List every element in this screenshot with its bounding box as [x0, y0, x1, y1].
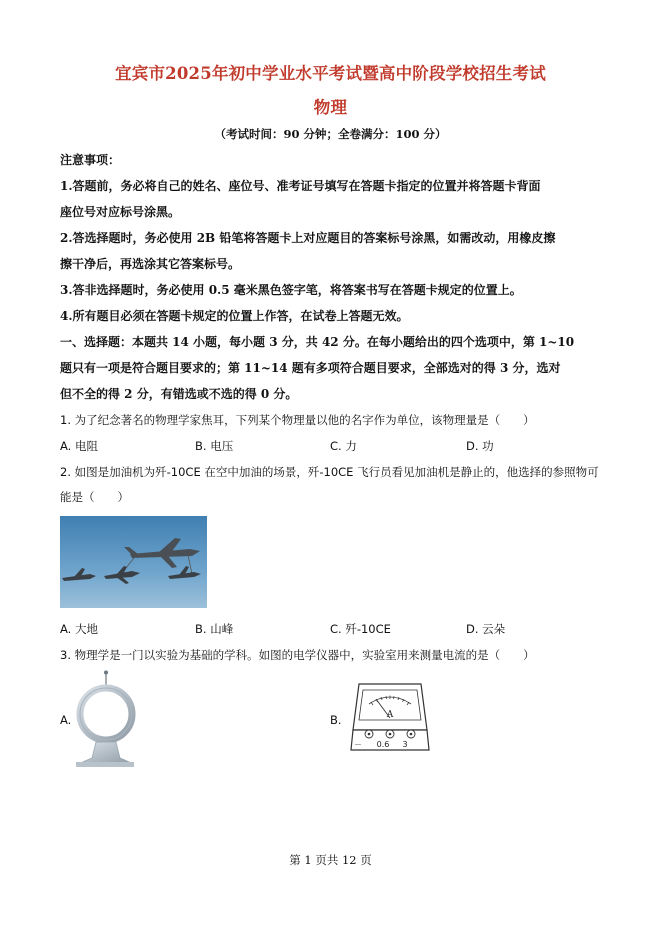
q1-option-a: A. 电阻: [60, 439, 98, 453]
notes-heading: 注意事项：: [60, 153, 121, 167]
circular-coil-apparatus: [72, 670, 138, 770]
note-line: 1.答题前，务必将自己的姓名、座位号、准考证号填写在答题卡指定的位置并将答题卡背面: [60, 179, 541, 193]
question-2-stem: 2. 如图是加油机为歼-10CE 在空中加油的场景，歼-10CE 飞行员看见加油机是静止的，他选择的参照物可: [60, 465, 599, 479]
note-line: 2.答选择题时，务必使用 2B 铅笔将答题卡上对应题目的答案标号涂黑，如需改动，用橡皮擦: [60, 231, 556, 245]
note-line: 4.所有题目必须在答题卡规定的位置上作答，在试卷上答题无效。: [60, 309, 409, 323]
ammeter-terminal-3: 3: [402, 740, 408, 749]
ammeter-terminal-06: 0.6: [376, 740, 390, 749]
q1-option-c: C. 力: [330, 439, 357, 453]
section-heading-line: 题只有一项是符合题目要求的；第 11~14 题有多项符合题目要求，全部选对的得 3 分，选对: [60, 361, 561, 375]
question-2-stem-cont: 能是（ ）: [60, 490, 129, 504]
subject-title: 物理: [313, 98, 348, 117]
page-footer: 第 1 页共 12 页: [289, 853, 372, 867]
ammeter-unit: A: [386, 710, 394, 720]
q3-option-b-label: B.: [330, 713, 342, 727]
q2-option-c: C. 歼-10CE: [330, 622, 391, 636]
q2-option-b: B. 山峰: [195, 622, 234, 636]
section-heading-line: 但不全的得 2 分，有错选或不选的得 0 分。: [60, 387, 298, 401]
q1-option-b: B. 电压: [195, 439, 234, 453]
question-1-stem: 1. 为了纪念著名的物理学家焦耳，下列某个物理量以他的名字作为单位，该物理量是（ ）: [60, 413, 535, 427]
exam-title: 宜宾市2025年初中学业水平考试暨高中阶段学校招生考试: [115, 64, 546, 83]
ammeter-figure: [349, 676, 431, 756]
q3-option-a-label: A.: [60, 713, 72, 727]
note-line: 3.答非选择题时，务必使用 0.5 毫米黑色签字笔，将答案书写在答题卡规定的位置上。: [60, 283, 522, 297]
note-line: 擦干净后，再选涂其它答案标号。: [60, 257, 241, 271]
q2-option-d: D. 云朵: [466, 622, 506, 636]
ammeter-terminal-neg: －: [354, 740, 362, 749]
q1-option-d: D. 功: [466, 439, 494, 453]
question-3-stem: 3. 物理学是一门以实验为基础的学科。如图的电学仪器中，实验室用来测量电流的是（ ）: [60, 648, 535, 662]
refueling-photo: [60, 516, 207, 608]
exam-info: （考试时间：90 分钟；全卷满分：100 分）: [214, 127, 447, 141]
note-line: 座位号对应标号涂黑。: [60, 205, 181, 219]
section-heading-line: 一、选择题：本题共 14 小题，每小题 3 分，共 42 分。在每小题给出的四个选项中，第 1~10: [60, 335, 575, 349]
q2-option-a: A. 大地: [60, 622, 98, 636]
